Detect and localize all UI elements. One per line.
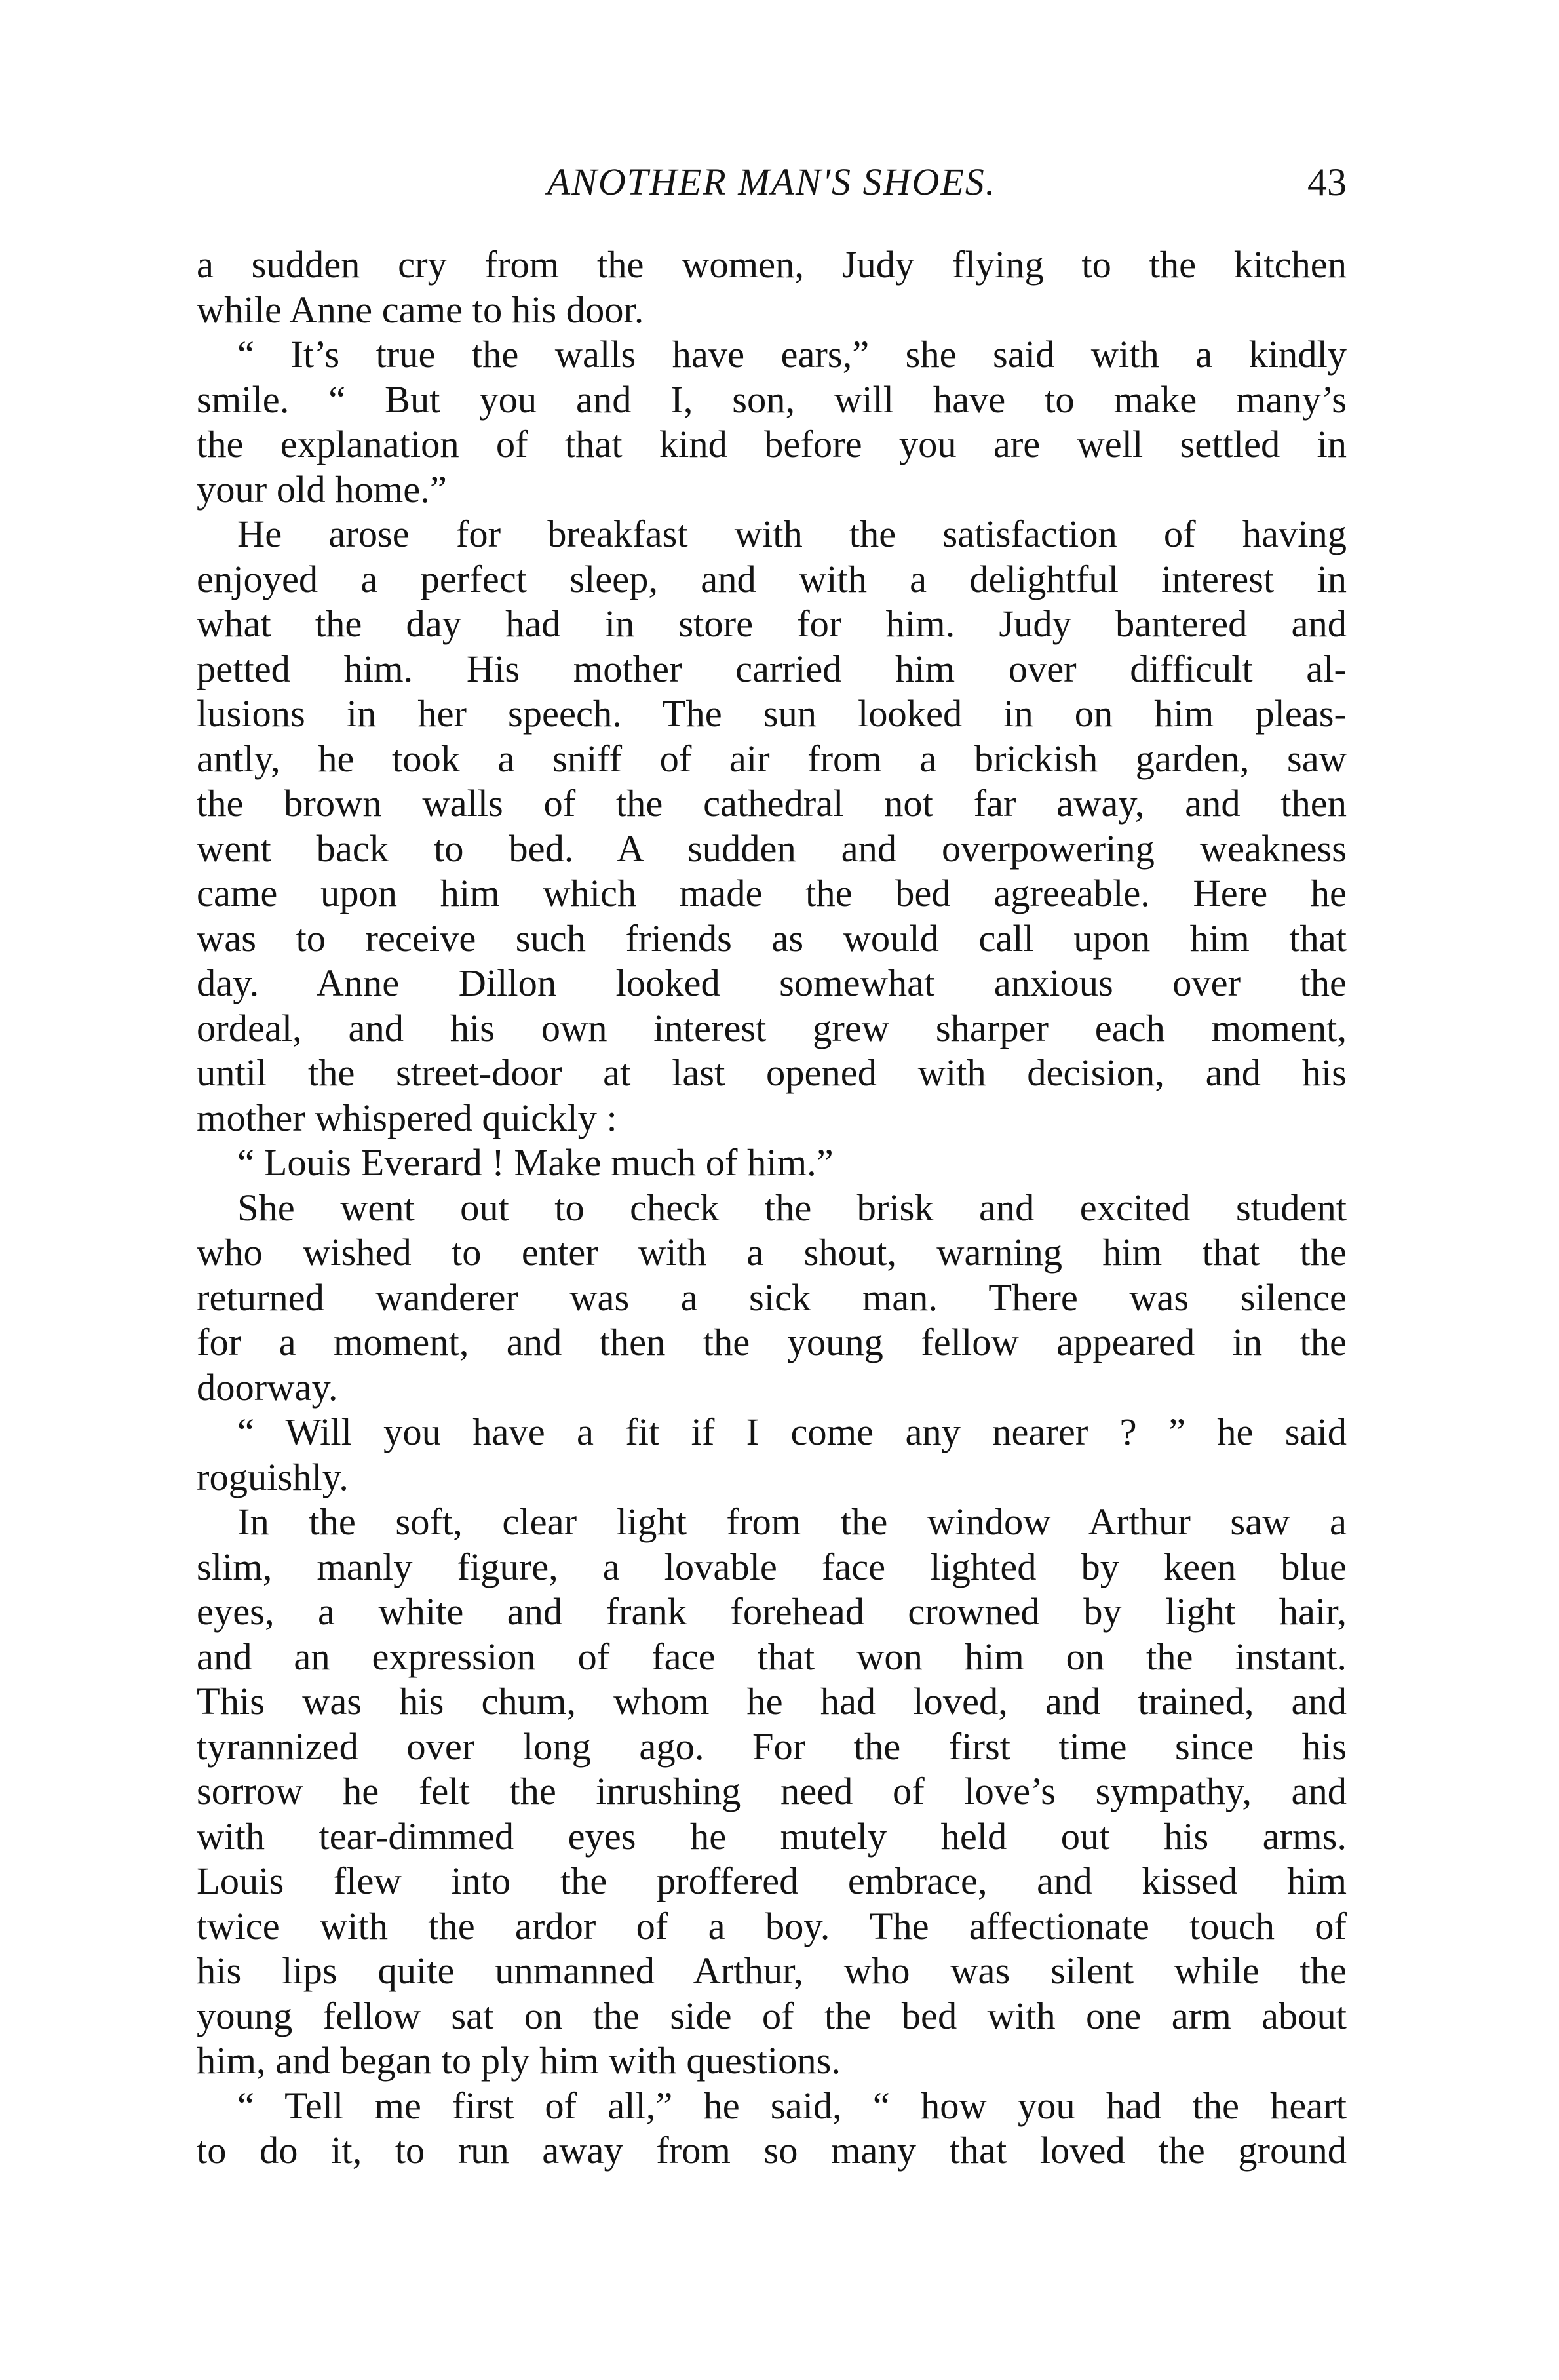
text-line: In the soft, clear light from the window Arthur saw a: [237, 1500, 1347, 1543]
text-line: petted him. His mother carried him over difficult al-: [197, 647, 1347, 690]
text-line: She went out to check the brisk and excited student: [237, 1186, 1347, 1229]
text-line: what the day had in store for him. Judy bantered and: [197, 602, 1347, 645]
text-line: him, and began to ply him with questions.: [197, 2039, 841, 2082]
text-line: enjoyed a perfect sleep, and with a delightful interest in: [197, 557, 1347, 600]
text-line: went back to bed. A sudden and overpowering weakness: [197, 827, 1347, 870]
text-line: was to receive such friends as would call upon him that: [197, 916, 1347, 960]
text-line: “ Will you have a fit if I come any nearer ? ” he said: [237, 1411, 1347, 1453]
text-line: while Anne came to his door.: [197, 288, 644, 331]
text-line: the brown walls of the cathedral not far away, and then: [197, 782, 1347, 825]
text-line: your old home.”: [197, 467, 447, 511]
text-line: slim, manly figure, a lovable face lighted by keen blue: [197, 1545, 1347, 1588]
text-line: “ Tell me first of all,” he said, “ how you had the heart: [237, 2084, 1347, 2127]
text-line: roguishly.: [197, 1455, 349, 1498]
text-line: for a moment, and then the young fellow appeared in the: [197, 1321, 1347, 1363]
text-line: mother whispered quickly :: [197, 1096, 617, 1139]
text-line: with tear-dimmed eyes he mutely held out his arms.: [197, 1814, 1347, 1858]
text-line: to do it, to run away from so many that loved the ground: [197, 2129, 1347, 2172]
text-line: returned wanderer was a sick man. There was silence: [197, 1276, 1347, 1319]
text-line: This was his chum, whom he had loved, and trained, and: [197, 1680, 1347, 1723]
text-line: day. Anne Dillon looked somewhat anxious over the: [197, 962, 1347, 1004]
text-line: the explanation of that kind before you are well settled in: [197, 423, 1347, 465]
text-line: “ It’s true the walls have ears,” she said with a kindly: [237, 333, 1347, 376]
text-line: sorrow he felt the inrushing need of love’s sympathy, and: [197, 1770, 1347, 1812]
text-line: smile. “ But you and I, son, will have to make many’s: [197, 378, 1347, 421]
text-line: twice with the ardor of a boy. The affectionate touch of: [197, 1904, 1347, 1947]
running-title: ANOTHER MAN'S SHOES.: [547, 161, 997, 203]
text-line: antly, he took a sniff of air from a brickish garden, saw: [197, 737, 1347, 780]
body-text: [197, 243, 1347, 2174]
text-line: and an expression of face that won him on the instant.: [197, 1635, 1347, 1678]
text-line: a sudden cry from the women, Judy flying to the kitchen: [197, 243, 1347, 286]
text-line: eyes, a white and frank forehead crowned by light hair,: [197, 1590, 1347, 1633]
text-line: “ Louis Everard ! Make much of him.”: [237, 1141, 834, 1184]
text-line: lusions in her speech. The sun looked in on him pleas-: [197, 692, 1347, 735]
text-line: He arose for breakfast with the satisfaction of having: [237, 513, 1347, 555]
text-line: doorway.: [197, 1365, 338, 1409]
text-line: who wished to enter with a shout, warning him that the: [197, 1231, 1347, 1274]
text-line: his lips quite unmanned Arthur, who was silent while the: [197, 1949, 1347, 1992]
text-line: Louis flew into the proffered embrace, and kissed him: [197, 1860, 1347, 1902]
text-line: ordeal, and his own interest grew sharper each moment,: [197, 1006, 1347, 1049]
text-line: came upon him which made the bed agreeable. Here he: [197, 872, 1347, 914]
text-line: young fellow sat on the side of the bed with one arm about: [197, 1994, 1347, 2037]
text-line: until the street-door at last opened with decision, and his: [197, 1051, 1347, 1094]
page-number: 43: [1307, 161, 1347, 204]
running-head: [197, 156, 1347, 208]
text-line: tyrannized over long ago. For the first time since his: [197, 1725, 1347, 1768]
